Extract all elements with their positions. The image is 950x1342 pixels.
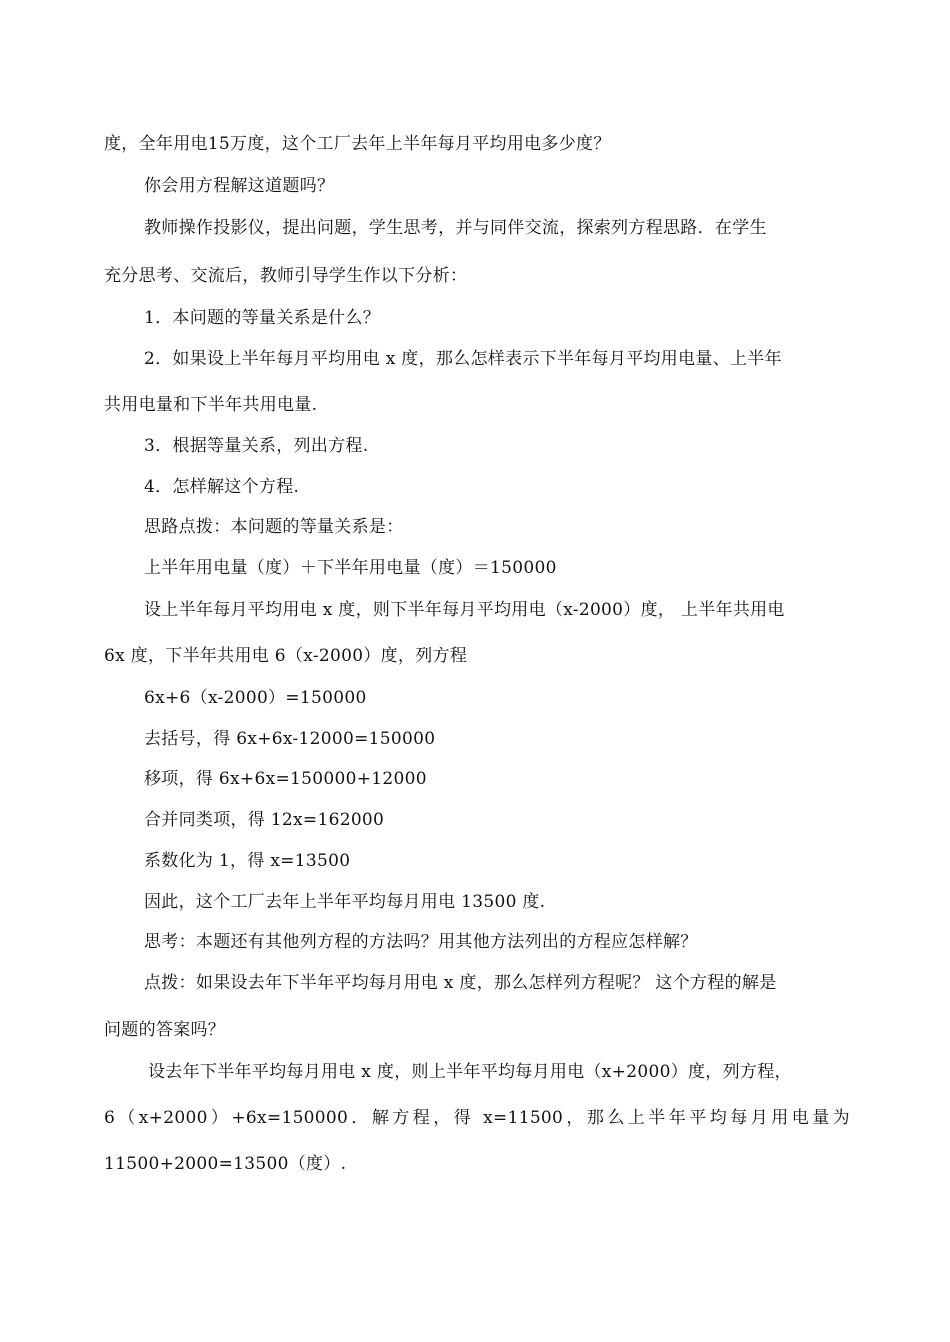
text-line-9: 4．怎样解这个方程. bbox=[144, 477, 300, 497]
text-line-1: 度，全年用电15万度，这个工厂去年上半年每月平均用电多少度？ bbox=[104, 134, 611, 154]
text-line-18: 系数化为 1，得 x=13500 bbox=[144, 851, 351, 871]
text-line-8: 3．根据等量关系，列出方程. bbox=[144, 436, 369, 456]
text-line-21: 点拨：如果设去年下半年平均每月用电 x 度，那么怎样列方程呢？ 这个方程的解是 bbox=[144, 973, 777, 993]
text-line-19: 因此，这个工厂去年上半年平均每月用电 13500 度. bbox=[144, 892, 546, 912]
text-line-23: 设去年下半年平均每月用电 x 度，则上半年平均每月用电（x+2000）度，列方程， bbox=[148, 1062, 792, 1082]
text-line-25: 11500+2000=13500（度）. bbox=[104, 1154, 347, 1174]
text-line-2: 你会用方程解这道题吗？ bbox=[144, 176, 335, 196]
text-line-17: 合并同类项，得 12x=162000 bbox=[144, 810, 385, 830]
text-line-3: 教师操作投影仪，提出问题，学生思考，并与同伴交流，探索列方程思路．在学生 bbox=[144, 218, 767, 238]
text-line-24: 6（x+2000）+6x=150000．解方程，得 x=11500，那么上半年平均每月用电量为 bbox=[104, 1108, 850, 1128]
text-line-7: 共用电量和下半年共用电量. bbox=[104, 395, 318, 415]
text-line-5: 1．本问题的等量关系是什么？ bbox=[144, 308, 381, 328]
text-line-20: 思考：本题还有其他列方程的方法吗？用其他方法列出的方程应怎样解？ bbox=[144, 932, 698, 952]
text-line-11: 上半年用电量（度）＋下半年用电量（度）＝150000 bbox=[144, 558, 557, 578]
text-line-10: 思路点拨：本问题的等量关系是： bbox=[144, 517, 404, 537]
text-line-12: 设上半年每月平均用电 x 度，则下半年每月平均用电（x-2000）度， 上半年共用电 bbox=[144, 600, 785, 620]
text-line-4: 充分思考、交流后，教师引导学生作以下分析： bbox=[104, 266, 468, 286]
text-line-15: 去括号，得 6x+6x-12000=150000 bbox=[144, 729, 436, 749]
text-line-14: 6x+6（x-2000）=150000 bbox=[144, 688, 367, 708]
text-line-6: 2．如果设上半年每月平均用电 x 度，那么怎样表示下半年每月平均用电量、上半年 bbox=[144, 349, 782, 369]
text-line-22: 问题的答案吗？ bbox=[104, 1020, 226, 1040]
text-line-13: 6x 度，下半年共用电 6（x-2000）度，列方程 bbox=[104, 646, 468, 666]
text-line-16: 移项，得 6x+6x=150000+12000 bbox=[144, 769, 427, 789]
